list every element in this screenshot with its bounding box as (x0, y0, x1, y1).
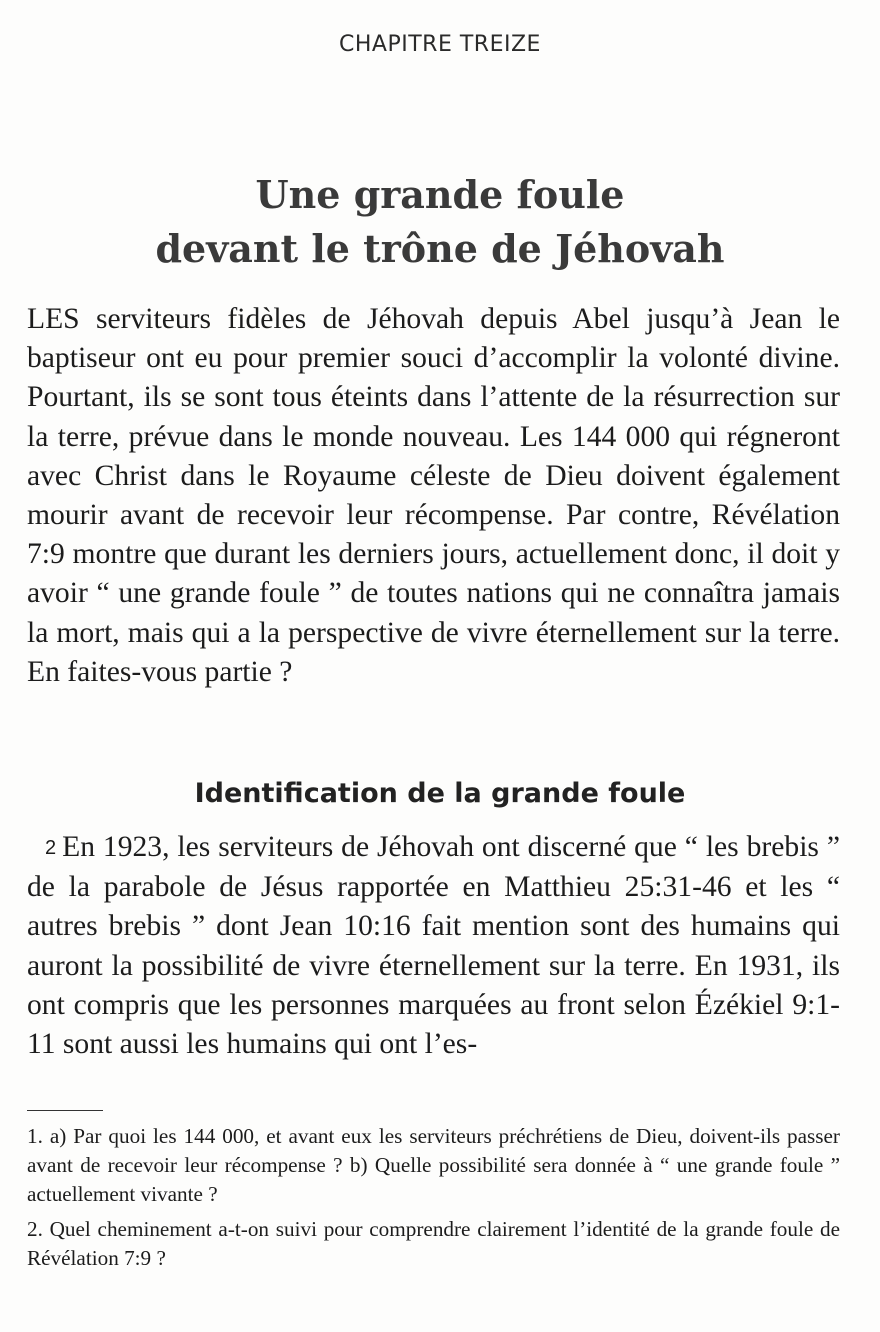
footnotes (27, 1122, 840, 1277)
chapter-title (0, 168, 880, 276)
paragraph-2-text: En 1923, les serviteurs de Jéhovah ont discerné que “ les brebis ” de la parabole de Jésus rapportée en Matthieu 25:31-46 et les “ autres brebis ” dont Jean 10:16 fait mention sont des humains qui auront la possibilité de vivre éternellement sur la terre. En 1931, ils ont compris que les personnes marquées au front selon Ézékiel 9:1-11 sont aussi les humains qui ont l’es- (27, 831, 840, 1061)
section-heading: Identification de la grande foule (194, 778, 686, 809)
footnote-2: 2. Quel cheminement a-t-on suivi pour comprendre clairement l’identité de la grande foule de Révélation 7:9 ? (27, 1217, 840, 1270)
footnote-divider (27, 1110, 103, 1111)
paragraph-number: 2 (45, 837, 57, 859)
chapter-title-line-2: devant le trône de Jéhovah (155, 226, 725, 271)
chapter-label: CHAPITRE TREIZE (339, 32, 541, 57)
chapter-title-line-1: Une grande foule (255, 172, 625, 217)
footnote-1: 1. a) Par quoi les 144 000, et avant eux les serviteurs préchrétiens de Dieu, doivent-ils passer avant de recevoir leur récompense ? b) Quelle possibilité sera donnée à “ une grande foule ” actuellement vivante ? (27, 1124, 840, 1206)
paragraph-2 (27, 828, 840, 1064)
intro-paragraph: LES serviteurs fidèles de Jéhovah depuis Abel jusqu’à Jean le baptiseur ont eu pour premier souci d’accomplir la volonté divine. Pourtant, ils se sont tous éteints dans l’attente de la résurrection sur la terre, prévue dans le monde nouveau. Les 144 000 qui régneront avec Christ dans le Royaume céleste de Dieu doivent également mourir avant de recevoir leur récompense. Par contre, Révélation 7:9 montre que durant les derniers jours, actuellement donc, il doit y avoir “ une grande foule ” de toutes nations qui ne connaîtra jamais la mort, mais qui a la perspective de vivre éternellement sur la terre. En faites-vous partie ? (27, 303, 840, 688)
